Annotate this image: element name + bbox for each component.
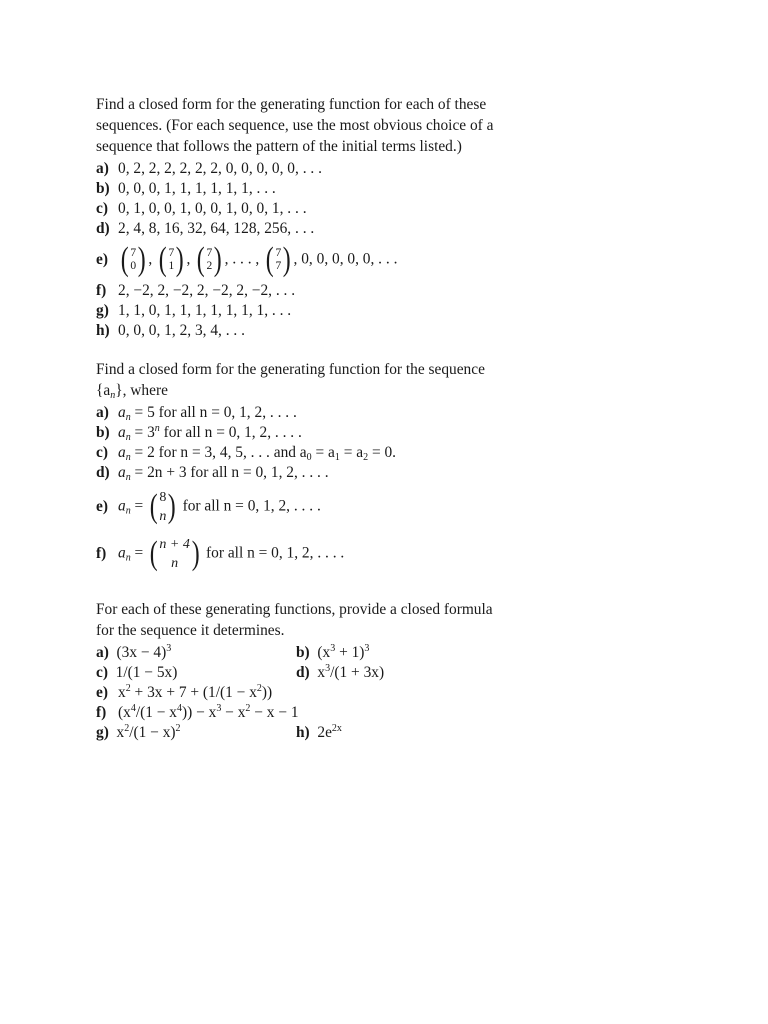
exercise-2-item-a: a) $a_n = 5$ for all n = 0, 1, 2, . . . .: [96, 404, 297, 423]
exercise-3-item-g: g) $x^2/(1 - x)^2$: [96, 723, 181, 741]
exercise-3-item-d: d) $x^3/(1 + 3x)$: [296, 663, 385, 681]
exercise-2-items: [96, 403, 496, 577]
exercise-3-item-h: h) $2e^{2x}$: [296, 723, 342, 741]
exercise-3-item-f: f) $(x^4/(1 - x^4)) - x^3 - x^2 - x - 1$: [96, 703, 299, 721]
binomial-coefficient: ( 7 7 ): [265, 241, 291, 278]
exercise-2-item-e: e) $a_n$ = ( 8 n ) for all n = 0, 1, 2, . . . .: [96, 488, 321, 525]
exercise-3-row-ab: [96, 643, 496, 663]
exercise-3-items: [96, 643, 496, 743]
exercise-2-item-f: f) $a_n$ = ( n + 4 n ) for all n = 0, 1, 2, . . . .: [96, 535, 345, 572]
exercise-1-item-g: g) 1, 1, 0, 1, 1, 1, 1, 1, 1, 1, . . .: [96, 302, 292, 319]
exercise-3-item-c: c) 1/(1 − 5x): [96, 664, 178, 681]
binomial-sequence: ( 7 0 ) , ( 7 1 ) , ( 7 2 ) , . . . , ( 7 7 ) , 0, 0, 0, 0, 0, . . .: [120, 241, 398, 278]
exercise-2-item-b: b) $a_n = 3^n$ for all n = 0, 1, 2, . . . .: [96, 423, 302, 443]
exercise-1-item-c: c) 0, 1, 0, 0, 1, 0, 0, 1, 0, 0, 1, . . .: [96, 200, 307, 217]
exercise-1-items: [96, 159, 496, 341]
binomial-coefficient: ( 7 0 ): [120, 241, 146, 278]
exercise-3-item-b: b) $(x^3 + 1)^3$: [296, 643, 370, 661]
exercise-3-item-a: a) $(3x - 4)^3$: [96, 643, 172, 661]
binomial-coefficient: ( 7 1 ): [158, 241, 184, 278]
exercise-1-item-d: d) 2, 4, 8, 16, 32, 64, 128, 256, . . .: [96, 220, 315, 237]
exercise-1: [96, 94, 496, 341]
exercise-1-item-h: h) 0, 0, 0, 1, 2, 3, 4, . . .: [96, 322, 245, 339]
binomial-coefficient: ( 7 2 ): [196, 241, 222, 278]
binomial-coefficient: ( n + 4 n ): [149, 535, 200, 572]
binomial-coefficient: ( 8 n ): [149, 488, 177, 525]
exercise-1-prompt: Find a closed form for the generating function for each of these sequences. (For each sequence, use the most obvious choice of a sequence that follows the pattern of the initial terms listed.): [96, 96, 494, 155]
exercise-3-row-cd: [96, 663, 496, 683]
exercise-3-row-gh: [96, 723, 496, 743]
exercise-2-prompt: Find a closed form for the generating function for the sequence $\{a_n\}$, where: [96, 361, 485, 401]
exercise-1-item-a: a) 0, 2, 2, 2, 2, 2, 2, 0, 0, 0, 0, 0, . . .: [96, 160, 322, 177]
exercise-1-item-f: f) 2, −2, 2, −2, 2, −2, 2, −2, . . .: [96, 282, 296, 299]
exercise-2: [96, 359, 496, 577]
exercise-page: [96, 94, 496, 743]
exercise-3-item-e: e) $x^2 + 3x + 7 + (1/(1 - x^2))$: [96, 683, 273, 701]
exercise-2-item-c: c) $a_n = 2$ for n = 3, 4, 5, . . . and $a_0 = a_1 = a_2 = 0$.: [96, 444, 397, 463]
exercise-1-item-e: e) ( 7 0 ) , ( 7 1 ) , ( 7 2 ) , . . . , ( 7 7 ) , 0, 0, 0, 0, 0, . . .: [96, 241, 398, 278]
exercise-2-item-d: d) $a_n = 2n + 3$ for all n = 0, 1, 2, . . . .: [96, 464, 329, 483]
exercise-3-prompt: For each of these generating functions, provide a closed formula for the sequence it determines.: [96, 601, 493, 639]
exercise-1-item-b: b) 0, 0, 0, 1, 1, 1, 1, 1, 1, . . .: [96, 180, 276, 197]
exercise-3: [96, 599, 496, 743]
